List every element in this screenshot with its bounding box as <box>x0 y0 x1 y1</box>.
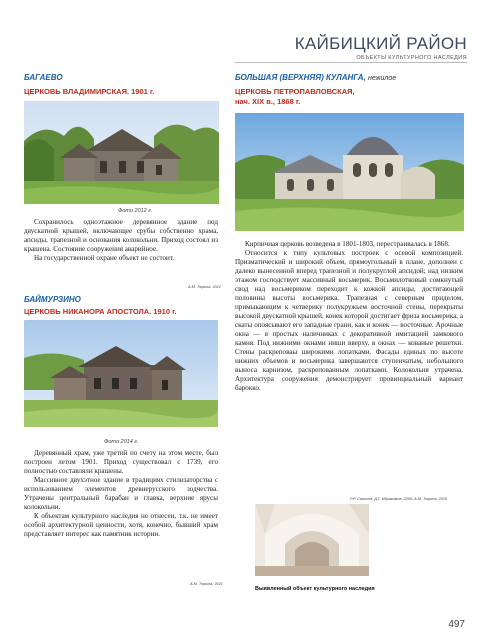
paragraph: К объектам культурного наследия не отнесен, т.к. не имеет особой архитектурной ценности, хотя, конечно, бывший храм представляет интерес как памятник истории. <box>24 512 218 538</box>
photo-nikanor-church <box>24 320 218 427</box>
photo-vladimir-church <box>24 101 219 204</box>
photo-caption-2014: Фото 2014 г. <box>104 439 139 445</box>
object-heading-vladimir-church: ЦЕРКОВЬ ВЛАДИМИРСКАЯ. 1901 г. <box>24 87 155 96</box>
location-note: нежилое <box>368 75 397 82</box>
photo-church-interior <box>255 504 369 576</box>
paragraph: Кирпичная церковь возведена в 1801-1803, перестраивалась в 1868. <box>245 240 450 248</box>
paragraph: Сохранилось одноэтажное деревянное здание под двускатной крышей, включающее срубы собственно храма, апсиды, трапезной и основания колокольни. Приход состоял из крашена. Состояние сооружения аварийное. <box>24 218 218 253</box>
location-heading-baimurzino: БАЙМУРЗИНО <box>24 295 81 304</box>
object-heading-petropavlovsk-church <box>235 87 355 107</box>
photo-petropavlovsk-church <box>235 113 464 231</box>
text-nikanor-church <box>24 449 218 539</box>
paragraph: На государственной охране объект не состоит. <box>34 254 175 262</box>
page-number: 497 <box>448 619 465 630</box>
object-heading-nikanor-church: ЦЕРКОВЬ НИКАНОРА АПОСТОЛА. 1910 г. <box>24 307 177 316</box>
page-header-subtitle: ОБЪЕКТЫ КУЛЬТУРНОГО НАСЛЕДИЯ <box>356 55 467 61</box>
photo-caption-2012: Фото 2012 г. <box>118 208 153 214</box>
paragraph: Массивное двухэтное здание в традициях стилизаторства с использованием элементов древнерусского зодчества. Утрачены центральный барабан и главка, верхние ярусы колокольни. <box>24 476 218 511</box>
object-title-line2: нач. XIX в., 1868 г. <box>235 97 301 106</box>
location-heading-bagaevo: БАГАЕВО <box>24 73 63 82</box>
badge-cultural-heritage: Выявленный объект культурного наследия <box>255 586 375 592</box>
author-credit: А.М. Тюрина, 2021 <box>190 582 223 586</box>
text-petropavlovsk-church <box>235 240 463 393</box>
paragraph: Относится к типу культовых построек с осевой композицией. Призматический и широкий объем, прямоугольный в плане, дополнен с далеко вынесенной вперед трапезной и полукруглой апсидой; над низким этажом господствует массивный восьмерик. Восьмилотковый сомкнутый свод над восьмериком переходит к кожкой апсиды, достигающей половины высоты восьмерика. Трапезная с северным приделом, примыкающим к четверику полукружьем восточной стены, перекрыты высокой двускатной крышей, конек которой достигает фриза восьмерика, а скаты опоясывают его западные грани, как и конек — восточные. Арочные окна — в простых наличниках с декоративной имитацией замкового камня. Под нижними окнами ниши вверху, в окнах — кованые решетки. Стены раскреповаы широкими лопатками. Фасады единых по высоте нижних объемов и восьмерика завершаются ступенчатым, небольшого выноса карнизом, раскрепованным лопатками. Колокольня утрачена. Архитектура сооружения демонстрирует провинциальный вариант барокко. <box>235 249 463 392</box>
author-credit: А.М. Тюрина, 2021 <box>188 285 221 289</box>
author-credit: Р.Р. Салихов, Д.Г. Ибрагимов, 2000; А.М. Тюрина, 2019 <box>350 497 448 501</box>
page-header-title: КАЙБИЦКИЙ РАЙОН <box>294 34 467 53</box>
location-name: БОЛЬШАЯ (ВЕРХНЯЯ) КУЛАНГА, <box>235 73 366 82</box>
header-divider <box>235 62 467 63</box>
text-vladimir-church <box>24 218 218 263</box>
location-heading-bolshaya-kulanga <box>235 73 396 82</box>
object-title-line1: ЦЕРКОВЬ ПЕТРОПАВЛОВСКАЯ, <box>235 87 355 96</box>
paragraph: Деревянный храм, уже третий по счету на этом месте, был построен летом 1901. Приход существовал с 1739, его полностью составляли крашены. <box>24 449 218 475</box>
